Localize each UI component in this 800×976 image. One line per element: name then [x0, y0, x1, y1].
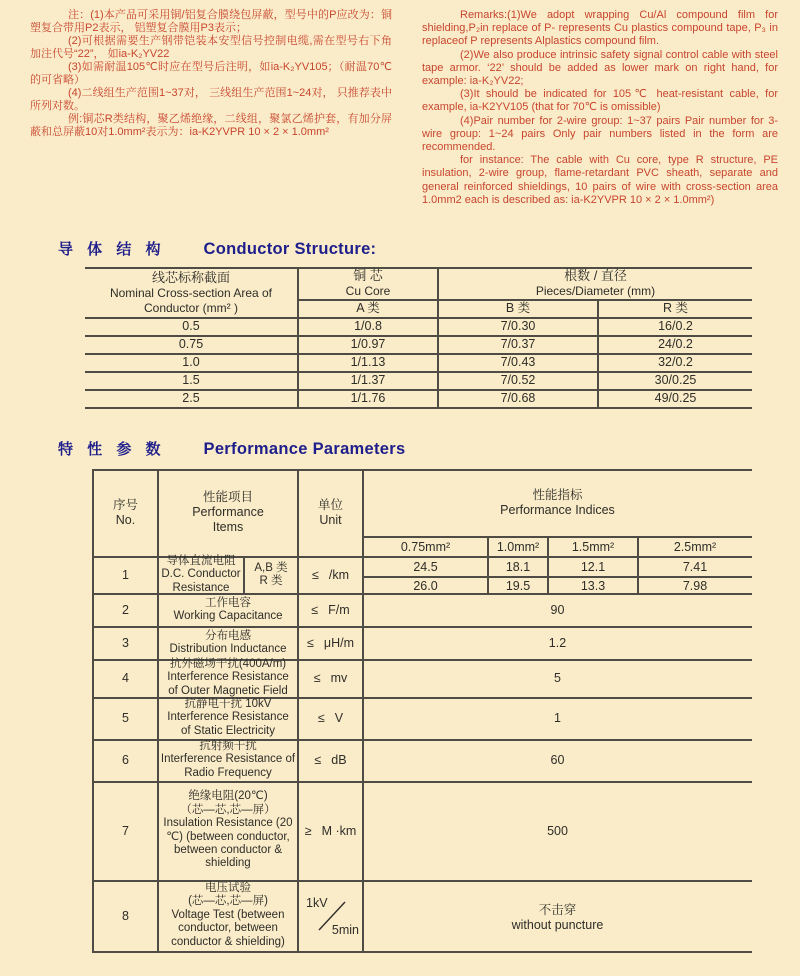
- table-cell: 7/0.30: [500, 319, 536, 333]
- value-cell: 7.41: [682, 560, 708, 574]
- table-cell: 7/0.43: [500, 355, 536, 369]
- unit-fraction: [299, 882, 362, 949]
- header-line: B 类: [505, 301, 531, 315]
- item-line: 抗静电干扰 10kV: [184, 697, 272, 710]
- unit-cell: [299, 699, 362, 737]
- value-line: 不击穿: [538, 902, 577, 917]
- row-number: 4: [122, 671, 129, 685]
- unit-text: mv: [330, 671, 348, 685]
- row-no: [94, 783, 157, 878]
- unit-cell: [299, 595, 362, 625]
- header-line: A 类: [356, 301, 380, 315]
- item-line: conductor, between: [178, 922, 278, 935]
- unit-text: F/m: [328, 603, 350, 617]
- unit-text: dB: [331, 753, 347, 767]
- value: 90: [550, 603, 565, 617]
- header-line: Nominal Cross-section Area of: [109, 285, 273, 300]
- table-cell: 1.5: [182, 373, 200, 387]
- value-cell: 13.3: [580, 578, 606, 593]
- note-paragraph: (2)We also produce intrinsic safety signal control cable with steel tape armor. ‘22’ should be added as lower mark on right hand, for example: ia-K₂YV22;: [422, 48, 778, 88]
- unit-text: M ·km: [321, 823, 357, 838]
- fraction-denominator: 5min: [331, 923, 359, 937]
- item-line: Voltage Test (between: [171, 908, 285, 921]
- row-number: 2: [122, 603, 129, 617]
- value-line: without puncture: [511, 917, 604, 932]
- comparator: ≤: [317, 711, 325, 725]
- item-insulation-resistance: [159, 783, 297, 878]
- unit-cell: [299, 783, 362, 878]
- item-line: A,B 类: [254, 561, 288, 574]
- size-header: 0.75mm²: [400, 539, 451, 554]
- value-cell: 12.1: [580, 560, 606, 574]
- item-line: of Outer Magnetic Field: [168, 684, 288, 697]
- item-line: Working Capacitance: [173, 610, 283, 622]
- size-header: 2.5mm²: [673, 539, 717, 554]
- size-header-row: [363, 538, 752, 555]
- header-nominal-area: [85, 269, 297, 316]
- note-paragraph: Remarks:(1)We adopt wrapping Cu/Al compound film for shielding,P₂in replace of P- represents Cu plastics compound tape, P₃ in replaceof P represents Alplastics compound film.: [422, 9, 778, 48]
- item-line: 工作电容: [205, 596, 251, 609]
- row-no: [94, 699, 157, 737]
- header-line: Cu Core: [345, 284, 391, 298]
- item-line: D.C. Conductor: [161, 568, 241, 581]
- values-row-r: [363, 578, 752, 593]
- item-classes: [245, 558, 297, 592]
- header-line: 性能指标: [532, 487, 583, 502]
- item-line: Interference Resistance: [167, 711, 289, 724]
- value-cell: [363, 699, 752, 737]
- table-cell: 7/0.37: [500, 337, 536, 351]
- item-voltage-test: [159, 882, 297, 949]
- item-line: 分布电感: [205, 629, 251, 642]
- header-line: Performance Indices: [500, 502, 615, 517]
- unit-cell: [299, 661, 362, 695]
- header-line: Unit: [319, 512, 342, 527]
- item-line: Distribution Inductance: [169, 643, 287, 655]
- item-working-capacitance: [159, 595, 297, 625]
- header-line: 线芯标称截面: [151, 269, 230, 285]
- item-magnetic-interference: [159, 657, 297, 697]
- table-cell: 24/0.2: [658, 337, 693, 351]
- grid-line: [92, 951, 752, 953]
- table-cell: 1.0: [182, 355, 200, 369]
- unit-text: /km: [328, 568, 349, 582]
- comparator: ≤: [314, 753, 322, 767]
- header-line: 铜 芯: [353, 268, 383, 283]
- notes-chinese: [30, 9, 392, 139]
- note-paragraph: (3)It should be indicated for 105℃ heat-resistant cable, for example, ia-K2YV105 (that for 70℃ is omissible): [422, 88, 778, 114]
- column-class-r: [599, 317, 752, 407]
- item-dc-resistance: [159, 554, 243, 594]
- item-line: 抗外磁场干扰(400A/m): [169, 657, 287, 670]
- header-line: No.: [115, 512, 136, 527]
- value-cell: 26.0: [413, 578, 438, 593]
- section-title-en: Conductor Structure:: [203, 240, 377, 258]
- unit-cell: [299, 628, 362, 658]
- unit-cell: [299, 558, 362, 592]
- table-cell: 0.75: [178, 337, 204, 351]
- item-line: Radio Frequency: [184, 766, 272, 779]
- item-line: of Static Electricity: [181, 724, 275, 737]
- value-cell: [363, 882, 752, 949]
- item-line: (芯—芯,芯—屏): [188, 895, 268, 908]
- value-cell: 7.98: [682, 578, 708, 593]
- value-cell: 19.5: [505, 578, 531, 593]
- section-title-zh: 特 性 参 数: [58, 441, 166, 458]
- note-example: 例:铜芯R类结构，聚乙烯绝缘，二线组，聚氯乙烯护套，有加分屏蔽和总屏蔽10对1.0mm²表示为：ia-K2YVPR 10 × 2 × 1.0mm²: [30, 113, 392, 138]
- note-paragraph: (4)Pair number for 2-wire group: 1~37 pairs Pair number for 3-wire group: 1~24 pairs Only pair numbers listed in the form are recommended.: [422, 114, 778, 154]
- value: 5: [554, 671, 561, 685]
- column-class-b: [439, 317, 597, 407]
- note-paragraph: 注：(1)本产品可采用铜/铝复合膜绕包屏蔽，型号中的P应改为：铜塑复合带用P2表示， 铝塑复合膜用P3表示；: [30, 9, 392, 34]
- unit-cell: [299, 741, 362, 779]
- row-no: [94, 558, 157, 592]
- table-cell: 1/1.37: [350, 373, 386, 387]
- table-cell: 16/0.2: [658, 319, 693, 333]
- item-line: shielding: [205, 857, 251, 870]
- row-no: [94, 595, 157, 625]
- header-line: 序号: [112, 497, 138, 512]
- table-cell: 0.5: [182, 319, 200, 333]
- header-performance-items: [159, 471, 297, 554]
- value: 500: [547, 823, 568, 838]
- row-number: 6: [122, 753, 129, 767]
- row-number: 5: [122, 711, 129, 725]
- table-cell: 49/0.25: [654, 391, 697, 405]
- header-class-b: [439, 301, 597, 316]
- comparator: ≤: [311, 603, 319, 617]
- item-distribution-inductance: [159, 628, 297, 658]
- header-line: Conductor (mm² ): [143, 300, 238, 315]
- item-line: between conductor &: [173, 843, 283, 856]
- header-line: Pieces/Diameter (mm): [535, 284, 656, 298]
- item-line: Interference Resistance of: [160, 753, 296, 766]
- header-line: 性能项目: [202, 490, 253, 504]
- value-cell: [363, 661, 752, 695]
- comparator: ≤: [311, 568, 319, 582]
- item-line: ℃) (between conductor,: [166, 830, 290, 843]
- header-unit: [299, 471, 362, 554]
- note-paragraph: (4)二线组生产范围1~37对， 三线组生产范围1~24对， 只推荐表中所列对数。: [30, 87, 392, 112]
- unit-text: V: [334, 711, 344, 725]
- row-number: 3: [122, 636, 129, 650]
- value-cell: [363, 628, 752, 658]
- item-line: Insulation Resistance (20: [163, 817, 293, 830]
- table-cell: 1/0.8: [354, 319, 382, 333]
- value-cell: [363, 595, 752, 625]
- table-cell: 7/0.68: [500, 391, 536, 405]
- item-radio-interference: [159, 741, 297, 779]
- note-paragraph: (2)可根据需要生产钢带铠装本安型信号控制电缆,需在型号右下角加注代号“22”， 如ia-K₂YV22: [30, 35, 392, 60]
- unit-text: μH/m: [323, 636, 354, 650]
- value-cell: 24.5: [413, 560, 438, 574]
- section-title-en: Performance Parameters: [203, 440, 406, 458]
- item-static-interference: [159, 699, 297, 737]
- item-line: 抗射频干扰: [199, 739, 257, 752]
- size-header: 1.5mm²: [571, 539, 615, 554]
- note-example: for instance: The cable with Cu core, type R structure, PE insulation, 2-wire group, flame-retardant PVC sheath, separate and general reinforced shieldings, 10 pairs of wire with cross-section area 1.0mm2 each is described as: ia-K2YVPR 10 × 2 × 1.0mm²): [422, 154, 778, 206]
- performance-parameters-title: [58, 438, 405, 459]
- column-class-a: [299, 317, 437, 407]
- header-line: 根数 / 直径: [564, 268, 627, 283]
- table-cell: 1/1.13: [350, 355, 386, 369]
- grid-line: [85, 407, 752, 409]
- value: 1.2: [548, 636, 567, 650]
- header-line: Performance: [192, 505, 264, 519]
- comparator: ≥: [304, 823, 312, 838]
- conductor-structure-title: [58, 238, 376, 259]
- values-row-ab: [363, 558, 752, 576]
- fraction-numerator: 1kV: [306, 896, 328, 910]
- item-line: 绝缘电阻(20℃): [188, 790, 268, 803]
- table-cell: 1/0.97: [350, 337, 386, 351]
- row-number: 1: [122, 568, 129, 582]
- item-line: （芯—芯,芯—屏）: [180, 803, 276, 816]
- header-class-r: [599, 301, 752, 316]
- table-cell: 7/0.52: [500, 373, 536, 387]
- value: 1: [554, 711, 561, 725]
- row-number: 7: [122, 823, 129, 838]
- table-cell: 1/1.76: [350, 391, 386, 405]
- value-cell: 18.1: [505, 560, 531, 574]
- value-cell: [363, 783, 752, 878]
- header-line: R 类: [662, 301, 688, 315]
- header-cu-core: [299, 269, 437, 298]
- value: 60: [550, 753, 565, 767]
- section-title-zh: 导 体 结 构: [58, 241, 166, 258]
- value-cell: [363, 741, 752, 779]
- item-line: Interference Resistance: [167, 671, 289, 684]
- comparator: ≤: [307, 636, 314, 650]
- row-number: 8: [122, 908, 129, 923]
- table-cell: 32/0.2: [658, 355, 693, 369]
- header-class-a: [299, 301, 437, 316]
- row-no: [94, 661, 157, 695]
- item-line: conductor & shielding): [171, 935, 285, 948]
- header-no: [94, 471, 157, 554]
- row-no: [94, 628, 157, 658]
- row-no: [94, 882, 157, 949]
- item-line: Resistance: [172, 581, 230, 594]
- size-header: 1.0mm²: [496, 539, 540, 554]
- notes-english: [422, 9, 778, 207]
- column-size: [85, 317, 297, 407]
- header-line: 单位: [317, 497, 343, 512]
- item-line: R 类: [259, 575, 283, 587]
- header-performance-indices: [363, 471, 752, 534]
- item-line: 导体直流电阻: [166, 554, 236, 567]
- table-cell: 2.5: [182, 391, 200, 405]
- comparator: ≤: [313, 671, 321, 685]
- row-no: [94, 741, 157, 779]
- table-cell: 30/0.25: [654, 373, 697, 387]
- header-pieces-diameter: [439, 269, 752, 298]
- note-paragraph: (3)如需耐温105℃时应在型号后注明，如ia-K₂YV105；（耐温70℃的可省略）: [30, 61, 392, 86]
- header-line: Items: [212, 520, 244, 534]
- item-line: 电压试验: [205, 881, 251, 894]
